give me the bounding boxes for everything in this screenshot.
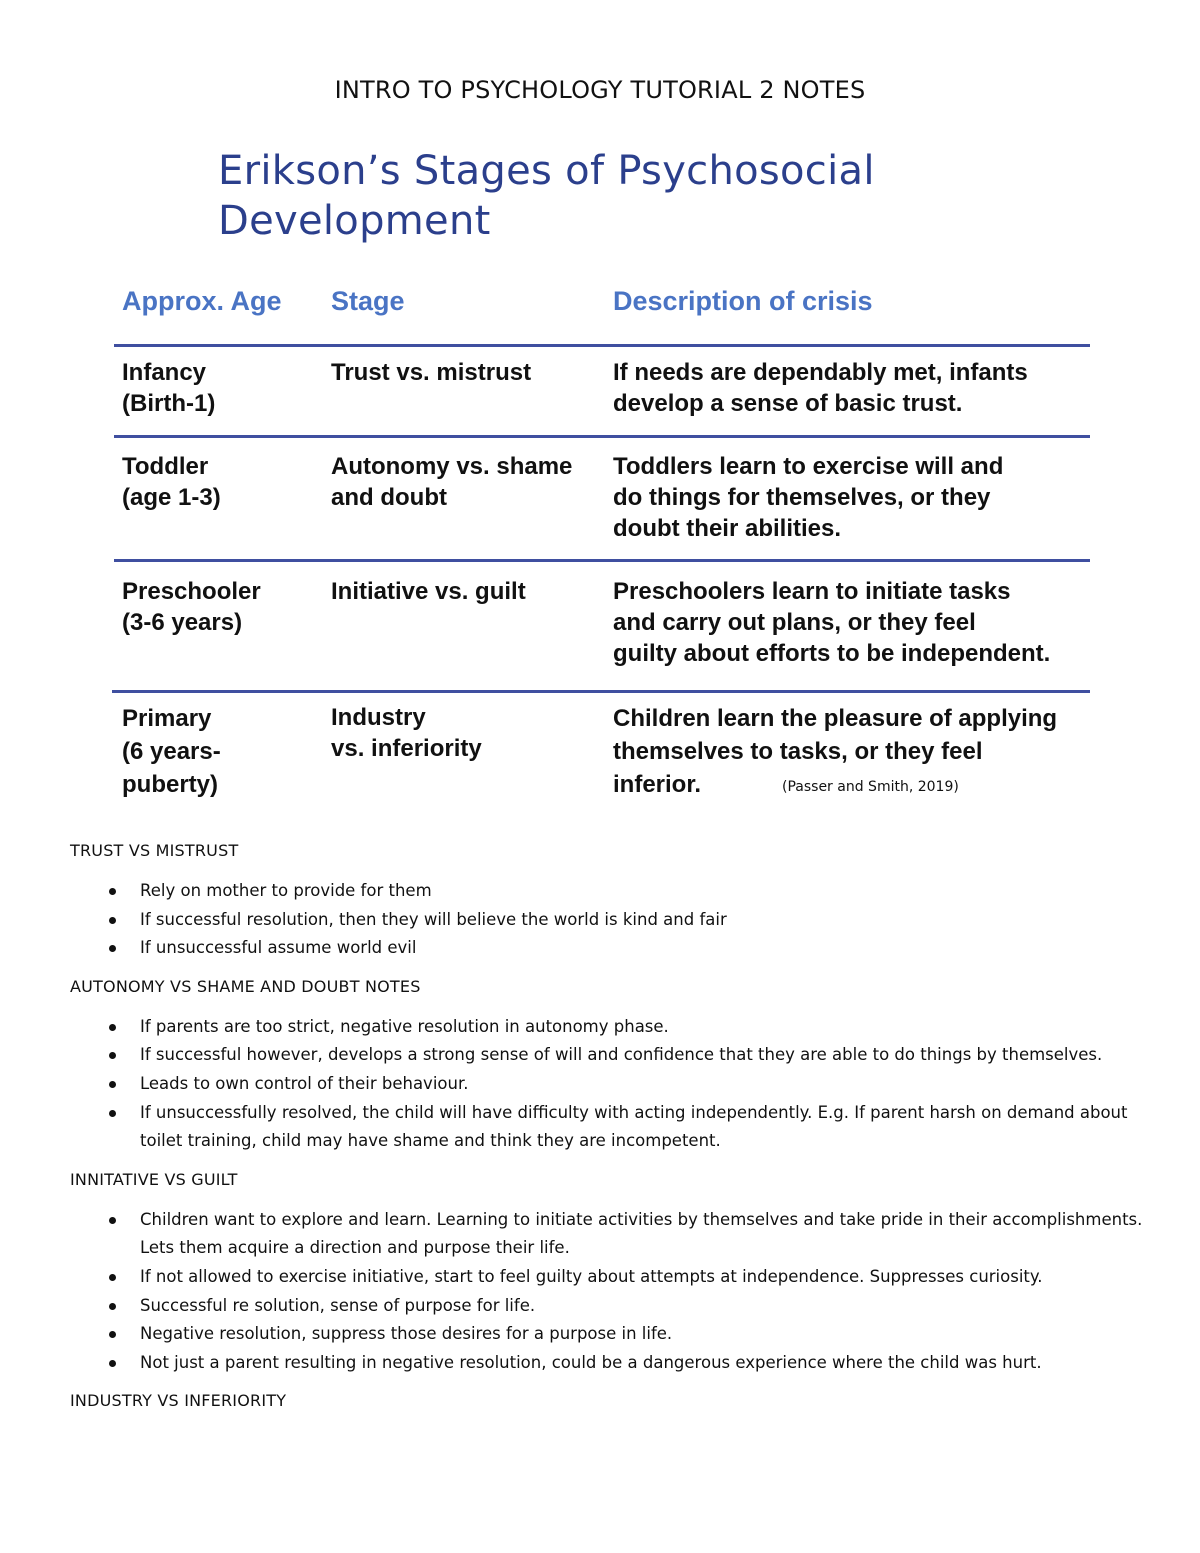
bullet-item: Children want to explore and learn. Learning to initiate activities by themselves and take pride in their accomplishments. Lets them acquire a direction and purpose their life. [70, 1206, 1150, 1263]
row-2-stage: Autonomy vs. shame and doubt [331, 453, 573, 511]
row-3-age: Preschooler (3-6 years) [122, 578, 261, 636]
bullet-item: Negative resolution, suppress those desires for a purpose in life. [70, 1320, 1150, 1349]
notes-body [70, 840, 1150, 1427]
bullet-list [70, 1206, 1150, 1378]
row-2-description: Toddlers learn to exercise will and do things for themselves, or they doubt their abilities. [613, 453, 1004, 542]
page-header: INTRO TO PSYCHOLOGY TUTORIAL 2 NOTES [334, 76, 866, 104]
column-header-description: Description of crisis [613, 286, 873, 316]
bullet-item: If successful however, develops a strong sense of will and confidence that they are able to do things by themselves. [70, 1041, 1150, 1070]
section-heading: TRUST VS MISTRUST [70, 841, 239, 860]
table-divider [114, 559, 1090, 562]
row-4-description: Children learn the pleasure of applying themselves to tasks, or they feel inferior. [613, 705, 1058, 798]
section-trust-vs-mistrust [70, 840, 1150, 963]
table-divider [114, 435, 1090, 438]
figure-title-line-2: Development [218, 198, 491, 244]
section-heading: INDUSTRY VS INFERIORITY [70, 1391, 287, 1411]
section-industry-vs-inferiority [70, 1390, 1150, 1412]
bullet-item: If successful resolution, then they will believe the world is kind and fair [70, 906, 1150, 935]
figure-title [218, 146, 978, 246]
row-3-stage: Initiative vs. guilt [331, 578, 526, 605]
figure-citation: (Passer and Smith, 2019) [782, 779, 959, 795]
column-header-age: Approx. Age [122, 286, 282, 316]
bullet-item: If parents are too strict, negative resolution in autonomy phase. [70, 1013, 1150, 1042]
row-1-age: Infancy (Birth-1) [122, 359, 216, 417]
row-3-description: Preschoolers learn to initiate tasks and carry out plans, or they feel guilty about efforts to be independent. [613, 578, 1051, 667]
bullet-item: If unsuccessfully resolved, the child will have difficulty with acting independently. E.g. If parent harsh on demand about toilet training, child may have shame and think they are incompetent. [70, 1099, 1150, 1156]
row-4-stage: Industry vs. inferiority [331, 704, 482, 762]
bullet-item: If unsuccessful assume world evil [70, 934, 1150, 963]
section-autonomy-vs-shame [70, 976, 1150, 1156]
bullet-list [70, 877, 1150, 963]
bullet-item: Successful re solution, sense of purpose for life. [70, 1292, 1150, 1321]
column-header-stage: Stage [331, 286, 405, 316]
figure-title-line-1: Erikson’s Stages of Psychosocial [218, 148, 875, 194]
bullet-list [70, 1013, 1150, 1156]
bullet-item: Not just a parent resulting in negative resolution, could be a dangerous experience where the child was hurt. [70, 1349, 1150, 1378]
row-2-age: Toddler (age 1-3) [122, 453, 221, 511]
row-1-stage: Trust vs. mistrust [331, 359, 532, 386]
section-initiative-vs-guilt [70, 1169, 1150, 1378]
table-divider [114, 344, 1090, 347]
bullet-item: Rely on mother to provide for them [70, 877, 1150, 906]
section-heading: AUTONOMY VS SHAME AND DOUBT NOTES [70, 976, 421, 996]
bullet-item: Leads to own control of their behaviour. [70, 1070, 1150, 1099]
table-divider [112, 690, 1090, 693]
row-4-age: Primary (6 years- puberty) [122, 705, 221, 798]
section-heading: INNITATIVE VS GUILT [70, 1169, 238, 1189]
bullet-item: If not allowed to exercise initiative, start to feel guilty about attempts at independence. Suppresses curiosity. [70, 1263, 1150, 1292]
row-1-description: If needs are dependably met, infants develop a sense of basic trust. [613, 359, 1028, 417]
